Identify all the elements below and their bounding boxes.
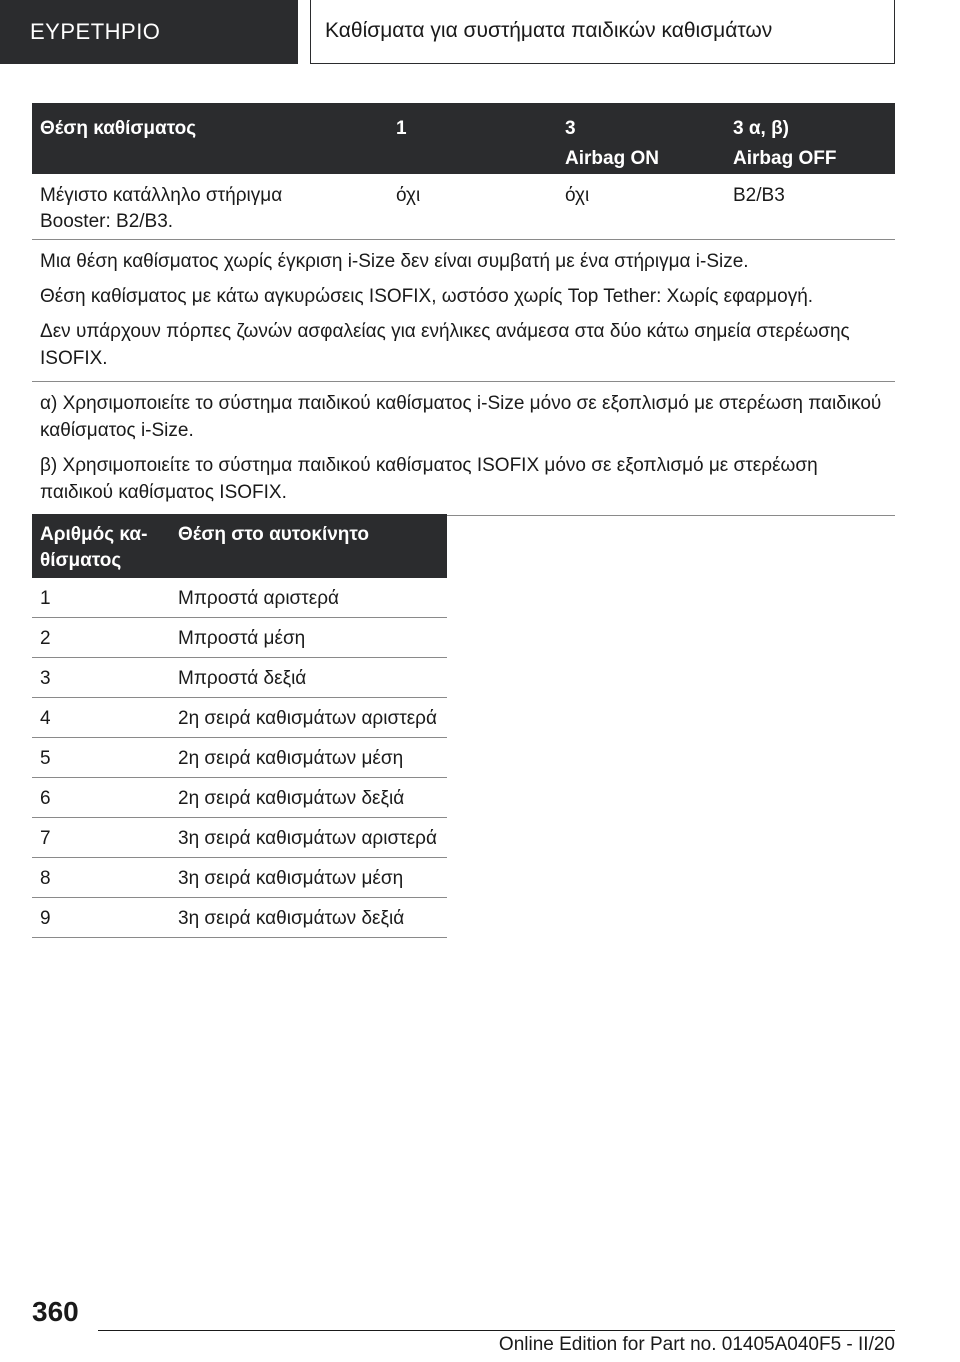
row-value-airbag-off: B2/B3 (733, 185, 785, 206)
header-seat-3-airbag-off (733, 114, 836, 174)
row-label (40, 183, 282, 235)
seat-number: 5 (40, 748, 51, 769)
table-header (32, 514, 447, 578)
seat-position: Μπροστά αριστερά (178, 588, 340, 609)
seat-number: 9 (40, 908, 51, 929)
header-vehicle-position: Θέση στο αυτοκίνητο (178, 524, 369, 545)
table-footnotes (32, 382, 895, 516)
table-header (32, 103, 895, 174)
seat-compatibility-table (32, 103, 895, 516)
seat-number: 1 (40, 588, 51, 609)
table-row (32, 658, 447, 698)
header-seat-number: Αριθμός καθίσματος (40, 524, 148, 571)
footer-divider (98, 1330, 895, 1331)
note: Μια θέση καθίσματος χωρίς έγκριση i-Size δεν είναι συμβατή με ένα στήριγμα i-Size. (40, 251, 749, 272)
seat-position: Μπροστά μέση (178, 628, 306, 649)
header-airbag-on: Airbag ON (565, 148, 659, 169)
row-value-seat-1: όχι (396, 185, 421, 206)
header-seat-1: 1 (396, 118, 407, 139)
row-value-airbag-on: όχι (565, 185, 590, 206)
seat-position: 3η σειρά καθισμάτων μέση (178, 868, 404, 889)
row-label-line1: Μέγιστο κατάλληλο στήριγμα (40, 185, 283, 206)
seat-number: 4 (40, 708, 51, 729)
table-row (32, 778, 447, 818)
index-tab[interactable] (0, 0, 298, 64)
seat-number-table (32, 514, 447, 938)
footer-edition: Online Edition for Part no. 01405A040F5 - II/20 (498, 1334, 895, 1355)
seat-position: 2η σειρά καθισμάτων αριστερά (178, 708, 437, 729)
seat-position: Μπροστά δεξιά (178, 668, 307, 689)
seat-number: 7 (40, 828, 51, 849)
page-number: 360 (32, 1296, 79, 1327)
footnote: α) Χρησιμοποιείτε το σύστημα παιδικού καθίσματος i-Size μόνο σε εξοπλισμό με στερέωση παιδικού καθίσματος i-Size. (40, 393, 882, 441)
seat-number: 6 (40, 788, 51, 809)
header-seat-position: Θέση καθίσματος (40, 118, 197, 139)
header-airbag-off: Airbag OFF (733, 148, 837, 169)
chapter-title: Καθίσματα για συστήματα παιδικών καθισμάτων (325, 19, 773, 42)
chapter-title-box (310, 0, 895, 64)
table-row (32, 738, 447, 778)
seat-position: 3η σειρά καθισμάτων δεξιά (178, 908, 405, 929)
seat-position: 2η σειρά καθισμάτων μέση (178, 748, 404, 769)
seat-number: 2 (40, 628, 51, 649)
table-row (32, 818, 447, 858)
index-tab-label: ΕΥΡΕΤΗΡΙΟ (30, 19, 161, 44)
header-seat-3-footnote: 3 α, β) (733, 118, 790, 139)
seat-number: 3 (40, 668, 51, 689)
note: Δεν υπάρχουν πόρπες ζωνών ασφαλείας για ενήλικες ανάμεσα στα δύο κάτω σημεία στερέωσης ISOFIX. (40, 321, 850, 369)
table-row (32, 858, 447, 898)
seat-position: 2η σειρά καθισμάτων δεξιά (178, 788, 405, 809)
seat-position: 3η σειρά καθισμάτων αριστερά (178, 828, 437, 849)
table-row (32, 578, 447, 618)
row-label-line2: Booster: B2/B3. (40, 211, 174, 232)
table-row (32, 898, 447, 938)
header-seat-3-airbag-on (565, 114, 659, 174)
note: Θέση καθίσματος με κάτω αγκυρώσεις ISOFIX, ωστόσο χωρίς Top Tether: Χωρίς εφαρμογή. (40, 286, 814, 307)
table-row (32, 618, 447, 658)
table-row (32, 698, 447, 738)
seat-number: 8 (40, 868, 51, 889)
table-row (32, 174, 895, 240)
header-seat-3-number: 3 (565, 118, 576, 139)
table-notes (32, 240, 895, 382)
footnote: β) Χρησιμοποιείτε το σύστημα παιδικού καθίσματος ISOFIX μόνο σε εξοπλισμό με στερέωση παιδικού καθίσματος ISOFIX. (40, 455, 818, 503)
